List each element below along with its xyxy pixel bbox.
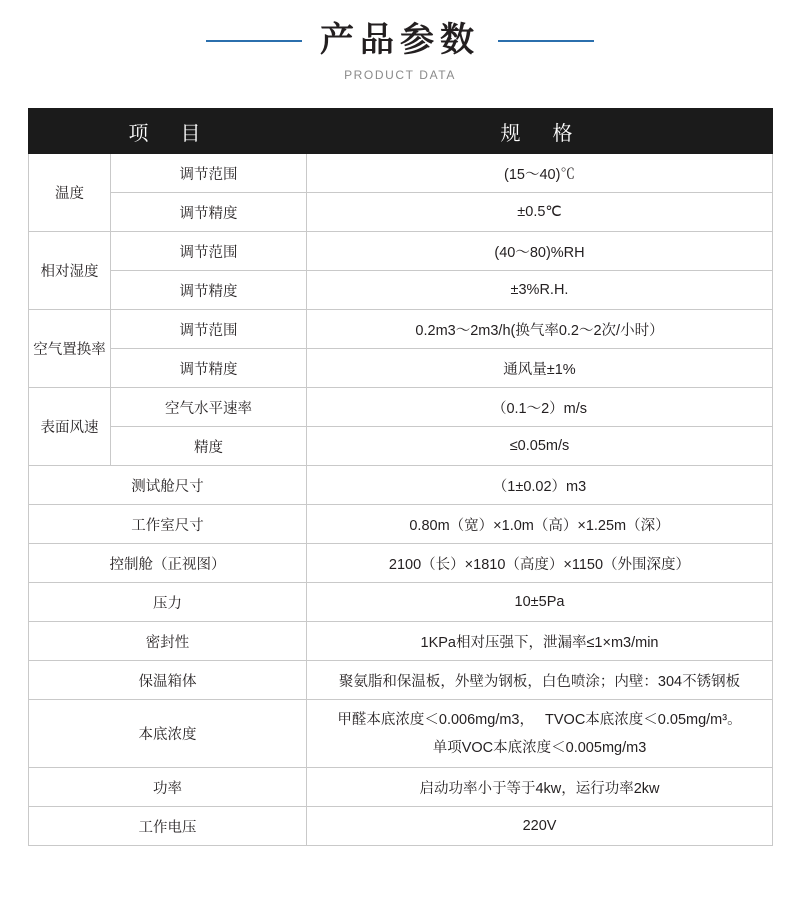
cell-value: ±3%R.H. <box>307 271 773 310</box>
row-label: 工作电压 <box>29 807 307 846</box>
sub-label: 调节范围 <box>111 232 307 271</box>
page-subtitle: PRODUCT DATA <box>344 68 456 83</box>
title-rule-right <box>498 40 594 42</box>
table-row <box>29 768 773 807</box>
cell-value: ≤0.05m/s <box>307 427 773 466</box>
table-row <box>29 466 773 505</box>
cell-value: 通风量±1% <box>307 349 773 388</box>
table-row <box>29 388 773 427</box>
title-rule-left <box>206 40 302 42</box>
table-row <box>29 310 773 349</box>
group-label: 表面风速 <box>29 388 111 466</box>
table-row <box>29 349 773 388</box>
cell-value: 启动功率小于等于4kw，运行功率2kw <box>307 768 773 807</box>
cell-value: 0.80m（宽）×1.0m（高）×1.25m（深） <box>307 505 773 544</box>
cell-value <box>307 700 773 768</box>
cell-value: 0.2m3～2m3/h(换气率0.2～2次/小时） <box>307 310 773 349</box>
page-title: 产品参数 <box>320 21 480 59</box>
table-row <box>29 622 773 661</box>
cell-value: (40～80)%RH <box>307 232 773 271</box>
cell-value: （0.1～2）m/s <box>307 388 773 427</box>
row-label: 控制舱（正视图） <box>29 544 307 583</box>
cell-value: ±0.5℃ <box>307 193 773 232</box>
column-header-spec: 规 格 <box>307 109 773 154</box>
table-row <box>29 271 773 310</box>
cell-value: 220V <box>307 807 773 846</box>
spec-table-wrap <box>28 108 772 846</box>
row-label: 功率 <box>29 768 307 807</box>
sub-label: 精度 <box>111 427 307 466</box>
column-header-item: 项 目 <box>29 109 307 154</box>
page-header <box>0 0 800 82</box>
group-label: 温度 <box>29 154 111 232</box>
table-row <box>29 427 773 466</box>
sub-label: 调节精度 <box>111 193 307 232</box>
row-label: 工作室尺寸 <box>29 505 307 544</box>
table-row <box>29 544 773 583</box>
title-row <box>0 22 800 59</box>
cell-value: 2100（长）×1810（高度）×1150（外围深度） <box>307 544 773 583</box>
group-label: 空气置换率 <box>29 310 111 388</box>
table-row <box>29 700 773 768</box>
sub-label: 调节精度 <box>111 349 307 388</box>
group-label: 相对湿度 <box>29 232 111 310</box>
sub-label: 调节范围 <box>111 310 307 349</box>
cell-value: （1±0.02）m3 <box>307 466 773 505</box>
row-label: 保温箱体 <box>29 661 307 700</box>
table-row <box>29 505 773 544</box>
table-row <box>29 807 773 846</box>
table-row <box>29 661 773 700</box>
cell-value: 10±5Pa <box>307 583 773 622</box>
table-row <box>29 583 773 622</box>
cell-value: 1KPa相对压强下，泄漏率≤1×m3/min <box>307 622 773 661</box>
table-row <box>29 154 773 193</box>
row-label: 密封性 <box>29 622 307 661</box>
cell-value: 聚氨脂和保温板，外壁为钢板，白色喷涂；内壁：304不锈钢板 <box>307 661 773 700</box>
row-label: 测试舱尺寸 <box>29 466 307 505</box>
cell-value-line: 甲醛本底浓度＜0.006mg/m3， TVOC本底浓度＜0.05mg/m³。 <box>337 711 742 728</box>
sub-label: 调节精度 <box>111 271 307 310</box>
cell-value: (15～40)℃ <box>307 154 773 193</box>
spec-table <box>28 108 773 846</box>
table-row <box>29 232 773 271</box>
row-label: 压力 <box>29 583 307 622</box>
cell-value-line: 单项VOC本底浓度＜0.005mg/m3 <box>432 739 647 756</box>
table-row <box>29 193 773 232</box>
sub-label: 空气水平速率 <box>111 388 307 427</box>
row-label: 本底浓度 <box>29 700 307 768</box>
sub-label: 调节范围 <box>111 154 307 193</box>
table-header-row <box>29 109 773 154</box>
